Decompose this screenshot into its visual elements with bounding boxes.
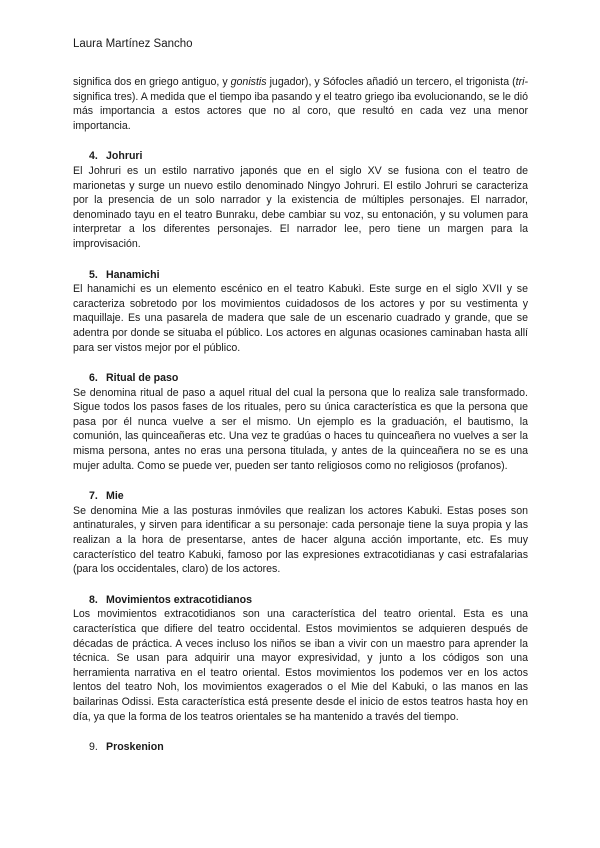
section-movimientos-extracotidianos xyxy=(73,593,528,724)
section-johruri xyxy=(73,149,528,251)
section-number: 8. xyxy=(89,593,98,606)
lead-term-gonistis: gonistis xyxy=(230,76,267,88)
section-number: 9. xyxy=(89,741,98,754)
section-text: Se denomina Mie a las posturas inmóviles que realizan los actores Kabuki. Estas poses son antinaturales, y sirven para identificar a su personaje: cada personaje tiene la suya propia y las realizan a la hora de presentarse, antes de hacer alguna acción importante, etc. Es muy característico del teatro Kabuki, famoso por las expresiones extracotidianas y casi estrafalarias (para los occidentales, claro) de los actores. xyxy=(73,504,528,576)
section-proskenion xyxy=(73,740,528,755)
lead-text-1: significa dos en griego antiguo, y xyxy=(73,76,231,88)
section-mie xyxy=(73,489,528,577)
section-title: Proskenion xyxy=(106,741,164,754)
section-title: Movimientos extracotidianos xyxy=(106,593,252,606)
section-number: 4. xyxy=(89,150,98,163)
lead-paragraph xyxy=(73,75,528,133)
section-heading xyxy=(73,593,528,608)
section-number: 6. xyxy=(89,372,98,385)
section-heading xyxy=(73,371,528,386)
section-text: Los movimientos extracotidianos son una característica del teatro oriental. Esta es una característica que difiere del teatro occidental. Estos movimientos se adquieren después de décadas de práctica. A veces incluso los niños se iban a vivir con un maestro para aprender la técnica. Se usan para adquirir una mayor expresividad, y junto a los códigos son una herramienta narrativa en el teatro oriental. Estos movimientos los podemos ver en los actos lentos del teatro Noh, los movimientos exagerados o el Mie del Kabuki, o las manos en las bailarinas Odissi. Esta característica está presente desde el inicio de estos teatros hasta hoy en día, ya que la forma de los teatros orientales se ha mantenido a través del tiempo. xyxy=(73,608,528,723)
section-hanamichi xyxy=(73,268,528,356)
section-heading xyxy=(73,740,528,755)
section-number: 5. xyxy=(89,268,98,281)
section-heading xyxy=(73,489,528,504)
lead-term-tri: tri- xyxy=(515,76,529,88)
section-title: Ritual de paso xyxy=(106,372,179,385)
section-title: Hanamichi xyxy=(106,268,160,281)
lead-text-3: significa tres). A medida que el tiempo iba pasando y el teatro griego iba evolucionando, se le dió más importancia a estos actores que no al coro, que resultó en cada vez una menor importancia. xyxy=(73,90,528,132)
section-text: El hanamichi es un elemento escénico en el teatro Kabukì. Este surge en el siglo XVII y se caracteriza sobretodo por los movimientos cuidadosos de los actores y por su vestimenta y maquillaje. Es una pasarela de madera que sale de un escenario cuadrado y grande, que se adentra por donde se situaba el público. Los actores en algunas ocasiones caminaban hasta allí para ser vistos mejor por el público. xyxy=(73,283,528,354)
document-body xyxy=(73,75,528,771)
section-heading xyxy=(73,149,528,164)
section-number: 7. xyxy=(89,490,98,503)
section-text: El Johruri es un estilo narrativo japonés que en el siglo XV se fusiona con el teatro de marionetas y surge un nuevo estilo denominado Ningyo Johruri. El estilo Johruri se caracteriza por la presencia de un solo narrador y la existencia de múltiples personajes. El narrador, denominado tayu en el teatro Bunraku, debe cambiar su voz, su entonación, y su volumen para interpretar a los diferentes personajes. El narrador lee, pero tiene un margen para la improvisación. xyxy=(73,164,528,250)
section-text: Se denomina ritual de paso a aquel ritual del cual la persona que lo realiza sale transformado. Sigue todos los pasos fases de los rituales, pero su única característica es que la persona que pasa por él nunca vuelve a ser el mismo. Un ejemplo es la graduación, el bautismo, la comunión, las quinceañeras etc. Una vez te gradúas o haces tu quinceañera no vuelves a ser la misma persona, antes no eras una persona titulada, y antes de la quinceañera no se es una mujer adulta. Como se puede ver, pueden ser tanto religiosos como no religiosos (profanos). xyxy=(73,386,528,472)
section-title: Johruri xyxy=(106,150,143,163)
section-title: Mie xyxy=(106,490,124,503)
page-header-author: Laura Martínez Sancho xyxy=(73,38,193,50)
lead-text-2: jugador), y Sófocles añadió un tercero, el trigonista ( xyxy=(266,76,516,88)
section-ritual-de-paso xyxy=(73,371,528,473)
section-heading xyxy=(73,268,528,283)
